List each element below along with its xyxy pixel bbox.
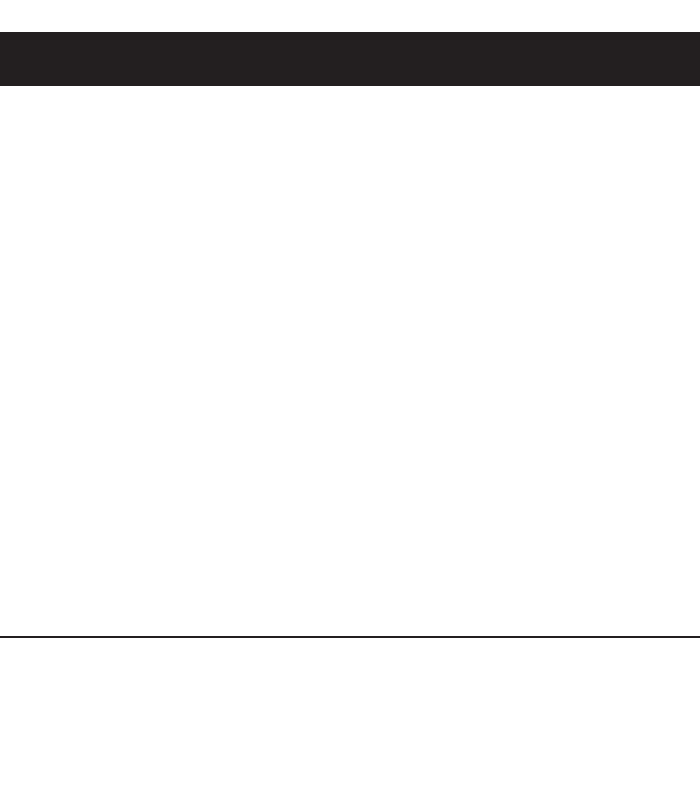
header-volume [222, 32, 372, 86]
header-growth [372, 32, 528, 86]
header-forecast [528, 32, 700, 86]
section-divider [0, 636, 700, 638]
